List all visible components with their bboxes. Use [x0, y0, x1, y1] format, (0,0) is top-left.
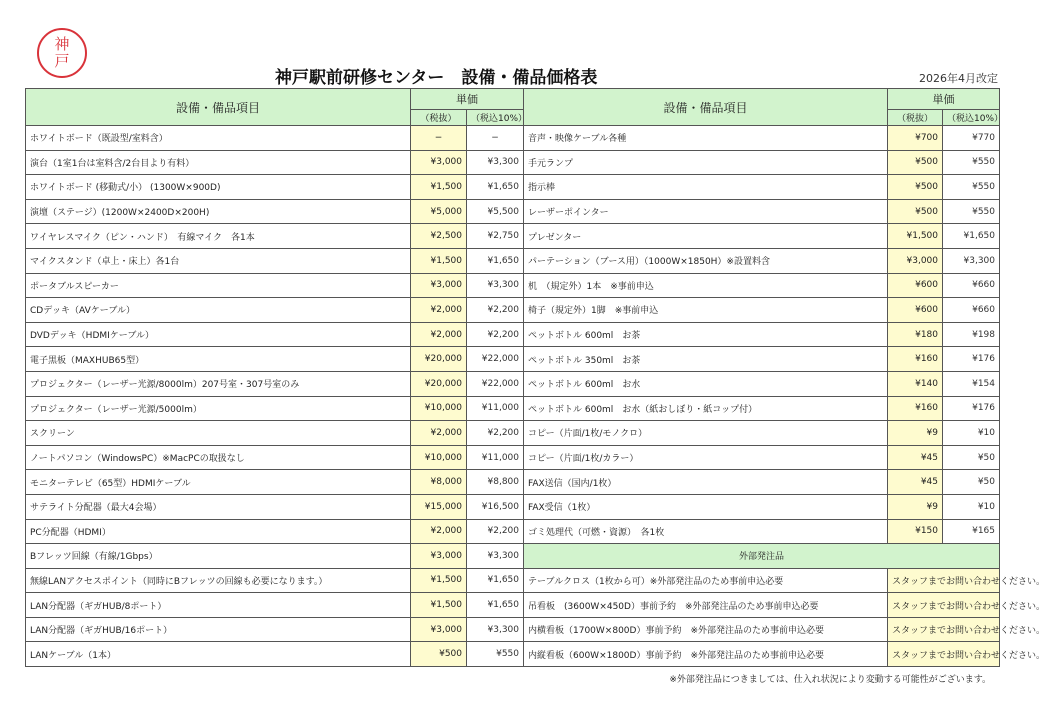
- right-price-excl: ¥600: [888, 273, 943, 298]
- left-item-header: 設備・備品項目: [26, 89, 411, 126]
- right-price-incl: ¥550: [943, 199, 1000, 224]
- right-price-incl: ¥3,300: [943, 248, 1000, 273]
- left-price-excl: ¥8,000: [411, 470, 467, 495]
- left-price-excl: ¥3,000: [411, 273, 467, 298]
- contact-staff-note: スタッフまでお問い合わせください。: [888, 568, 1000, 593]
- right-item-name: 手元ランプ: [524, 150, 888, 175]
- left-price-excl: ¥10,000: [411, 445, 467, 470]
- external-item-name: 吊看板 (3600W×450D）事前予約 ※外部発注品のため事前申込必要: [524, 593, 888, 618]
- table-row: [26, 224, 1000, 249]
- left-price-incl: ¥22,000: [467, 371, 524, 396]
- right-price-incl: ¥1,650: [943, 224, 1000, 249]
- table-row: [26, 248, 1000, 273]
- price-table: [25, 88, 1045, 667]
- left-price-incl: ¥3,300: [467, 150, 524, 175]
- left-price-excl: ¥10,000: [411, 396, 467, 421]
- right-price-incl: ¥165: [943, 519, 1000, 544]
- table-row: [26, 175, 1000, 200]
- table-row: [26, 396, 1000, 421]
- left-item-name: プロジェクター（レーザー光源/5000lm）: [26, 396, 411, 421]
- left-item-name: PC分配器（HDMI）: [26, 519, 411, 544]
- left-item-name: LAN分配器（ギガHUB/16ポート）: [26, 617, 411, 642]
- right-price-incl: ¥176: [943, 396, 1000, 421]
- right-item-name: コピー（片面/1枚/モノクロ）: [524, 421, 888, 446]
- left-price-incl: ¥2,200: [467, 519, 524, 544]
- left-price-incl: ¥11,000: [467, 445, 524, 470]
- left-item-name: Bフレッツ回線（有線/1Gbps）: [26, 544, 411, 569]
- right-item-name: パーテーション（ブース用）（1000W×1850H）※設置料含: [524, 248, 888, 273]
- left-price-excl: ¥500: [411, 642, 467, 667]
- right-item-name: コピー（片面/1枚/カラー）: [524, 445, 888, 470]
- right-price-excl: ¥3,000: [888, 248, 943, 273]
- right-price-excl: ¥9: [888, 421, 943, 446]
- right-item-name: FAX送信（国内/1枚）: [524, 470, 888, 495]
- table-row: [26, 642, 1000, 667]
- left-price-incl: ¥1,650: [467, 248, 524, 273]
- table-row: [26, 519, 1000, 544]
- left-price-incl: −: [467, 126, 524, 151]
- left-tax-excl-header: （税抜）: [411, 110, 467, 126]
- left-price-incl: ¥3,300: [467, 273, 524, 298]
- right-price-incl: ¥154: [943, 371, 1000, 396]
- left-item-name: ワイヤレスマイク（ピン・ハンド） 有線マイク 各1本: [26, 224, 411, 249]
- table-row: [26, 322, 1000, 347]
- right-price-incl: ¥660: [943, 298, 1000, 323]
- seal-char-2: 戸: [54, 52, 70, 70]
- left-item-name: LAN分配器（ギガHUB/8ポート）: [26, 593, 411, 618]
- left-price-excl: ¥1,500: [411, 175, 467, 200]
- left-price-excl: ¥2,000: [411, 421, 467, 446]
- external-item-name: 内横看板（1700W×800D）事前予約 ※外部発注品のため事前申込必要: [524, 617, 888, 642]
- left-price-incl: ¥22,000: [467, 347, 524, 372]
- right-item-name: 音声・映像ケーブル各種: [524, 126, 888, 151]
- table-row: [26, 568, 1000, 593]
- left-price-excl: −: [411, 126, 467, 151]
- table-row: [26, 199, 1000, 224]
- left-item-name: ホワイトボード (移動式/小） (1300W×900D): [26, 175, 411, 200]
- right-item-name: ペットボトル 600ml お水: [524, 371, 888, 396]
- right-item-name: FAX受信（1枚）: [524, 494, 888, 519]
- left-item-name: 演台（1室1台は室料含/2台目より有料）: [26, 150, 411, 175]
- contact-staff-note: スタッフまでお問い合わせください。: [888, 617, 1000, 642]
- left-price-excl: ¥2,000: [411, 519, 467, 544]
- right-price-incl: ¥50: [943, 470, 1000, 495]
- table-row: [26, 445, 1000, 470]
- right-price-excl: ¥160: [888, 347, 943, 372]
- left-price-incl: ¥5,500: [467, 199, 524, 224]
- left-price-incl: ¥550: [467, 642, 524, 667]
- left-item-name: サテライト分配器（最大4会場）: [26, 494, 411, 519]
- left-price-incl: ¥2,200: [467, 322, 524, 347]
- left-item-name: スクリーン: [26, 421, 411, 446]
- left-price-excl: ¥1,500: [411, 593, 467, 618]
- right-item-name: プレゼンター: [524, 224, 888, 249]
- left-price-excl: ¥20,000: [411, 347, 467, 372]
- left-item-name: プロジェクター（レーザー光源/8000lm）207号室・307号室のみ: [26, 371, 411, 396]
- left-item-name: 無線LANアクセスポイント（同時にBフレッツの回線も必要になります。）: [26, 568, 411, 593]
- table-row: [26, 150, 1000, 175]
- left-price-incl: ¥1,650: [467, 593, 524, 618]
- right-price-excl: ¥1,500: [888, 224, 943, 249]
- left-item-name: 電子黒板（MAXHUB65型）: [26, 347, 411, 372]
- right-price-incl: ¥550: [943, 150, 1000, 175]
- left-price-excl: ¥2,000: [411, 298, 467, 323]
- right-item-name: 指示棒: [524, 175, 888, 200]
- table-row: [26, 494, 1000, 519]
- right-price-excl: ¥500: [888, 175, 943, 200]
- footer-note: ※外部発注品につきましては、仕入れ状況により変動する可能性がございます。: [669, 675, 991, 685]
- external-item-name: 内縦看板（600W×1800D）事前予約 ※外部発注品のため事前申込必要: [524, 642, 888, 667]
- seal-char-1: 神: [54, 35, 70, 53]
- right-item-name: ペットボトル 600ml お水（紙おしぼり・紙コップ付）: [524, 396, 888, 421]
- left-item-name: マイクスタンド（卓上・床上）各1台: [26, 248, 411, 273]
- left-price-excl: ¥5,000: [411, 199, 467, 224]
- right-item-name: レーザーポインター: [524, 199, 888, 224]
- left-price-excl: ¥2,000: [411, 322, 467, 347]
- right-item-name: 机 （規定外）1本 ※事前申込: [524, 273, 888, 298]
- left-item-name: DVDデッキ（HDMIケーブル）: [26, 322, 411, 347]
- right-price-excl: ¥500: [888, 199, 943, 224]
- right-price-incl: ¥10: [943, 494, 1000, 519]
- left-price-excl: ¥1,500: [411, 568, 467, 593]
- table-row: [26, 126, 1000, 151]
- right-price-incl: ¥770: [943, 126, 1000, 151]
- table-row: [26, 470, 1000, 495]
- left-price-excl: ¥1,500: [411, 248, 467, 273]
- table-row: [26, 298, 1000, 323]
- right-price-excl: ¥150: [888, 519, 943, 544]
- right-price-incl: ¥660: [943, 273, 1000, 298]
- right-price-excl: ¥9: [888, 494, 943, 519]
- table-row: [26, 421, 1000, 446]
- left-price-incl: ¥2,200: [467, 298, 524, 323]
- left-item-name: ポータブルスピーカー: [26, 273, 411, 298]
- right-item-name: ペットボトル 350ml お茶: [524, 347, 888, 372]
- table-row: [26, 617, 1000, 642]
- right-tax-excl-header: （税抜）: [888, 110, 943, 126]
- table-row: [26, 544, 1000, 569]
- right-price-excl: ¥700: [888, 126, 943, 151]
- left-price-excl: ¥3,000: [411, 544, 467, 569]
- left-price-incl: ¥2,750: [467, 224, 524, 249]
- left-price-incl: ¥3,300: [467, 617, 524, 642]
- left-price-excl: ¥3,000: [411, 150, 467, 175]
- right-item-name: ゴミ処理代（可燃・資源） 各1枚: [524, 519, 888, 544]
- right-price-incl: ¥198: [943, 322, 1000, 347]
- left-price-excl: ¥2,500: [411, 224, 467, 249]
- left-price-incl: ¥8,800: [467, 470, 524, 495]
- left-item-name: ホワイトボード（既設型/室料含）: [26, 126, 411, 151]
- contact-staff-note: スタッフまでお問い合わせください。: [888, 593, 1000, 618]
- right-price-incl: ¥10: [943, 421, 1000, 446]
- left-item-name: ノートパソコン（WindowsPC）※MacPCの取扱なし: [26, 445, 411, 470]
- right-price-incl: ¥176: [943, 347, 1000, 372]
- right-item-name: ペットボトル 600ml お茶: [524, 322, 888, 347]
- left-price-header: 単価: [411, 89, 524, 110]
- left-price-incl: ¥16,500: [467, 494, 524, 519]
- external-items-heading: 外部発注品: [524, 544, 1000, 569]
- right-price-excl: ¥500: [888, 150, 943, 175]
- left-price-incl: ¥1,650: [467, 175, 524, 200]
- left-price-incl: ¥2,200: [467, 421, 524, 446]
- right-item-name: 椅子（規定外）1脚 ※事前申込: [524, 298, 888, 323]
- right-price-excl: ¥160: [888, 396, 943, 421]
- left-price-incl: ¥1,650: [467, 568, 524, 593]
- page-title: 神戸駅前研修センター 設備・備品価格表: [275, 68, 598, 88]
- left-price-incl: ¥3,300: [467, 544, 524, 569]
- right-price-excl: ¥45: [888, 445, 943, 470]
- right-price-incl: ¥550: [943, 175, 1000, 200]
- right-price-excl: ¥600: [888, 298, 943, 323]
- left-item-name: CDデッキ（AVケーブル）: [26, 298, 411, 323]
- revision-date: 2026年4月改定: [919, 72, 998, 85]
- left-price-excl: ¥20,000: [411, 371, 467, 396]
- left-price-excl: ¥15,000: [411, 494, 467, 519]
- right-price-excl: ¥140: [888, 371, 943, 396]
- right-price-incl: ¥50: [943, 445, 1000, 470]
- table-row: [26, 593, 1000, 618]
- right-item-header: 設備・備品項目: [524, 89, 888, 126]
- right-tax-incl-header: （税込10%）: [943, 110, 1000, 126]
- right-price-excl: ¥45: [888, 470, 943, 495]
- table-row: [26, 273, 1000, 298]
- left-item-name: LANケーブル（1本）: [26, 642, 411, 667]
- contact-staff-note: スタッフまでお問い合わせください。: [888, 642, 1000, 667]
- external-item-name: テーブルクロス（1枚から可）※外部発注品のため事前申込必要: [524, 568, 888, 593]
- logo-seal: [37, 28, 87, 78]
- table-row: [26, 371, 1000, 396]
- right-price-header: 単価: [888, 89, 1000, 110]
- left-tax-incl-header: （税込10%）: [467, 110, 524, 126]
- left-item-name: 演壇（ステージ）(1200W×2400D×200H): [26, 199, 411, 224]
- left-price-excl: ¥3,000: [411, 617, 467, 642]
- table-row: [26, 347, 1000, 372]
- right-price-excl: ¥180: [888, 322, 943, 347]
- left-price-incl: ¥11,000: [467, 396, 524, 421]
- left-item-name: モニターテレビ（65型）HDMIケーブル: [26, 470, 411, 495]
